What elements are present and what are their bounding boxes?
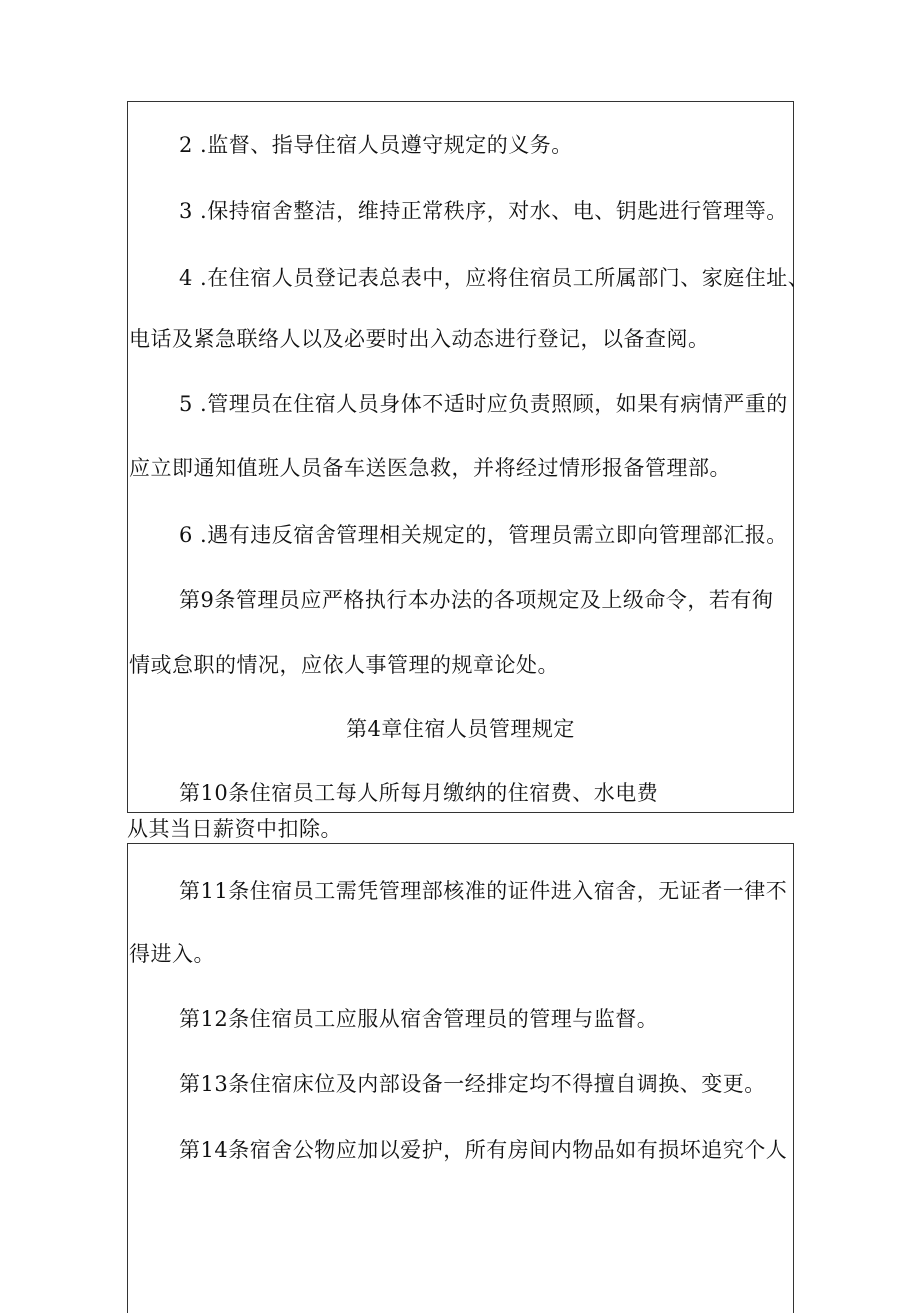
article-11-line-2: 得进入。 [129, 942, 215, 966]
paragraph-item-4-line-1: 4 .在住宿人员登记表总表中，应将住宿员工所属部门、家庭住址、 [179, 266, 810, 290]
article-12: 第12条住宿员工应服从宿舍管理员的管理与监督。 [179, 1007, 659, 1031]
paragraph-item-5-line-2: 应立即通知值班人员备车送医急救，并将经过情形报备管理部。 [129, 456, 731, 480]
article-9-line-2: 情或怠职的情况，应依人事管理的规章论处。 [129, 653, 559, 677]
paragraph-item-3: 3 .保持宿舍整洁，维持正常秩序，对水、电、钥匙进行管理等。 [179, 199, 788, 223]
paragraph-item-6: 6 .遇有违反宿舍管理相关规定的，管理员需立即向管理部汇报。 [179, 523, 788, 547]
paragraph-item-2: 2 .监督、指导住宿人员遵守规定的义务。 [179, 133, 573, 157]
chapter-heading: 第4章住宿人员管理规定 [346, 717, 575, 741]
article-10-line-1: 第10条住宿员工每人所每月缴纳的住宿费、水电费 [179, 781, 659, 805]
article-13: 第13条住宿床位及内部设备一经排定均不得擅自调换、变更。 [179, 1072, 766, 1096]
paragraph-item-5-line-1: 5 .管理员在住宿人员身体不适时应负责照顾，如果有病情严重的 [179, 392, 788, 416]
paragraph-item-4-line-2: 电话及紧急联络人以及必要时出入动态进行登记，以备查阅。 [129, 327, 710, 351]
article-10-line-2: 从其当日薪资中扣除。 [127, 817, 342, 841]
article-9-line-1: 第9条管理员应严格执行本办法的各项规定及上级命令，若有徇 [179, 588, 774, 612]
article-14-line-1: 第14条宿舍公物应加以爱护，所有房间内物品如有损坏追究个人 [179, 1138, 788, 1162]
article-11-line-1: 第11条住宿员工需凭管理部核准的证件进入宿舍，无证者一律不 [179, 879, 788, 903]
